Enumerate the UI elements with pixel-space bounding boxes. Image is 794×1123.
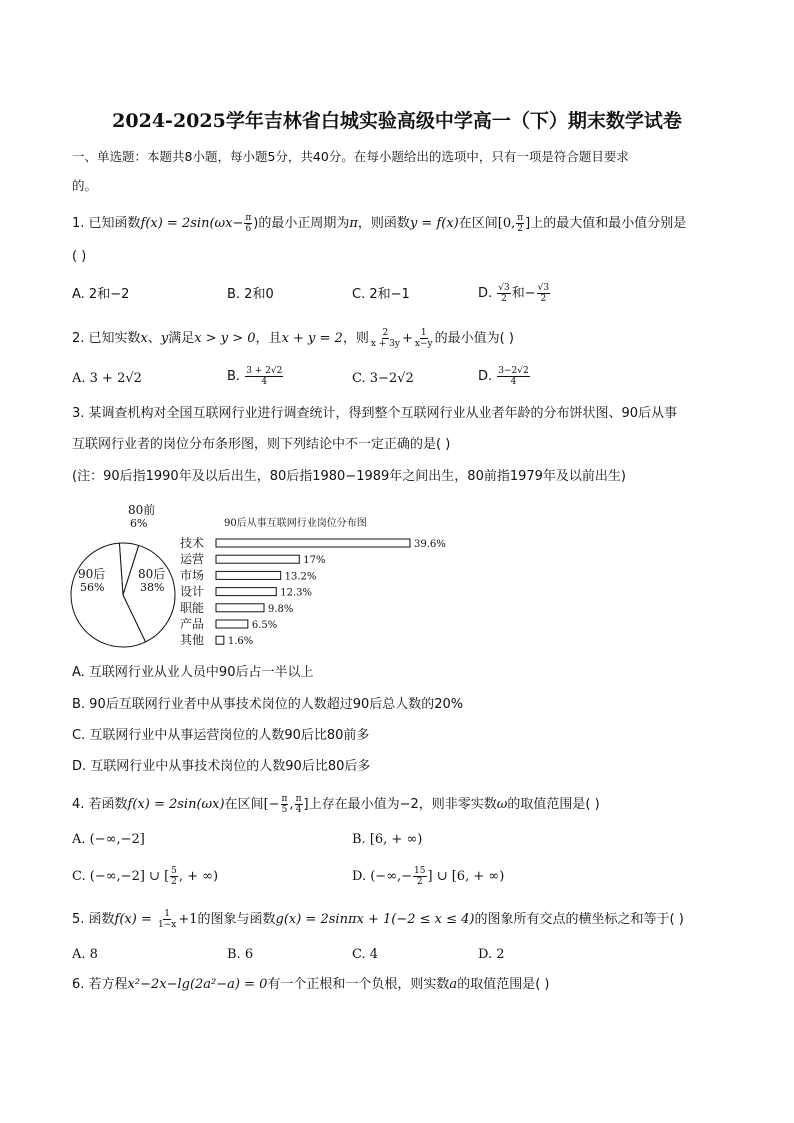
q1-option-a[interactable]: A. 2和−2 (72, 287, 130, 302)
q2-option-c[interactable]: C. 3−2√2 (352, 371, 414, 386)
q3-option-a[interactable]: A. 互联网行业从业人员中90后占一半以上 (72, 665, 314, 680)
question-3-note: (注：90后指1990年及以后出生，80后指1980−1989年之间出生，80前指1979年及以前出生) (72, 469, 626, 484)
q2-option-d[interactable]: D. $\frac{3-2√2}{4}$ (478, 366, 529, 387)
bar-category-label: 职能 (180, 600, 205, 615)
q1-formula: f(x) = 2sin(ωx− (140, 216, 244, 231)
q1-interval: [0, (497, 216, 516, 231)
bar-category-label: 市场 (180, 568, 205, 583)
q1-text: 在区间 (458, 216, 498, 231)
q1-pi: π (349, 216, 358, 231)
page-title: 2024-2025学年吉林省白城实验高级中学高一（下）期末数学试卷 (112, 110, 682, 132)
question-1-paren: ( ) (72, 249, 87, 264)
question-3-stem: 3. 某调查机构对全国互联网行业进行调查统计，得到整个互联网行业从业者年龄的分布饼状图、90后从事 (72, 406, 678, 421)
q1-option-d[interactable]: D. $\frac{√3}{2}$ 和− $\frac{√3}{2}$ (478, 283, 550, 304)
q4-option-b[interactable]: B. [6, + ∞) (352, 832, 423, 847)
pie-label-80前: 80前 (128, 503, 156, 517)
bar-市场 (216, 571, 281, 579)
q1-func: y = f(x) (409, 216, 459, 231)
q1-interval-frac: $\frac{\pi}{2}$ (517, 213, 524, 234)
q4-option-d[interactable]: D. (−∞,− $\frac{15}{2}$ ] ∪ [6, + ∞) (352, 866, 505, 887)
bar-运营 (216, 555, 299, 563)
pie-percent-80前: 6% (130, 517, 148, 530)
section-heading: 一、单选题：本题共8小题，每小题5分，共40分。在每小题给出的选项中，只有一项是符合题目要求 (72, 149, 629, 164)
q3-option-c[interactable]: C. 互联网行业中从事运营岗位的人数90后比80前多 (72, 728, 370, 743)
q4-option-c[interactable]: C. (−∞,−2] ∪ [ $\frac{5}{2}$ , + ∞) (72, 866, 219, 887)
q1-option-b[interactable]: B. 2和0 (227, 287, 274, 302)
q5-option-a[interactable]: A. 8 (72, 947, 98, 962)
pie-percent-90后: 56% (80, 581, 105, 594)
bar-category-label: 运营 (180, 552, 205, 567)
q5-option-c[interactable]: C. 4 (352, 947, 379, 962)
bar-value-label: 1.6% (227, 636, 254, 648)
q1-text: ]上的最大值和最小值分别是 (525, 216, 687, 231)
pie-percent-80后: 38% (140, 581, 165, 594)
bar-category-label: 设计 (180, 584, 205, 599)
bar-value-label: 12.3% (280, 587, 313, 599)
bar-产品 (216, 620, 248, 628)
q2-option-b[interactable]: B. $\frac{3 + 2√2}{4}$ (227, 366, 283, 387)
bar-category-label: 技术 (180, 536, 205, 550)
bar-职能 (216, 604, 264, 612)
bar-value-label: 17% (303, 555, 326, 567)
q1-frac: $\frac{\pi}{6}$ (245, 213, 252, 234)
bar-value-label: 39.6% (414, 539, 446, 550)
question-6-stem: 6. 若方程x²−2x−lg(2a²−a) = 0有一个正根和一个负根，则实数a的取值范围是( ) (72, 977, 550, 992)
q1-text: )的最小正周期为 (253, 216, 350, 231)
bar-value-label: 13.2% (284, 571, 317, 583)
q1-text: ，则函数 (357, 216, 410, 231)
bar-value-label: 9.8% (268, 603, 294, 615)
q1-option-c[interactable]: C. 2和−1 (352, 287, 410, 302)
age-pie-chart (68, 500, 180, 650)
bar-category-label: 产品 (180, 617, 205, 631)
q3-option-b[interactable]: B. 90后互联网行业者中从事技术岗位的人数超过90后总人数的20% (72, 697, 464, 712)
question-4-stem: 4. 若函数f(x) = 2sin(ωx)在区间[− $\frac{\pi}{5}$ , $\frac{\pi}{4}$ ]上存在最小值为−2，则非零实数ω的取值范围是( ) (72, 794, 600, 815)
pie-label-80后: 80后 (138, 567, 166, 581)
pie-label-90后: 90后 (78, 567, 106, 581)
question-5-stem: 5. 函数f(x) = $\frac{1}{1-x}$ +1的图象与函数g(x) = 2sinπx + 1(−2 ≤ x ≤ 4)的图象所有交点的横坐标之和等于( ) (72, 909, 684, 930)
q2-option-a[interactable]: A. 3 + 2√2 (72, 371, 142, 386)
bar-value-label: 6.5% (251, 620, 278, 631)
question-2-stem: 2. 已知实数x、y满足x > y > 0，且x + y = 2，则 $\frac{2}{x + 3y}$ + $\frac{1}{x-y}$ 的最小值为( ) (72, 328, 514, 349)
section-heading-cont: 的。 (72, 178, 98, 193)
bar-category-label: 其他 (180, 633, 205, 648)
bar-其他 (216, 636, 224, 644)
bar-技术 (216, 539, 410, 547)
q3-option-d[interactable]: D. 互联网行业中从事技术岗位的人数90后比80后多 (72, 759, 371, 774)
question-3-stem-cont: 互联网行业者的岗位分布条形图，则下列结论中不一定正确的是( ) (72, 437, 451, 452)
q5-option-b[interactable]: B. 6 (227, 947, 254, 962)
question-1-stem (72, 213, 686, 234)
q5-option-d[interactable]: D. 2 (478, 947, 505, 962)
q4-option-a[interactable]: A. (−∞,−2] (72, 832, 145, 847)
bar-chart-title: 90后从事互联网行业岗位分布图 (224, 518, 367, 529)
job-bar-chart (176, 514, 466, 650)
q1-text: 1. 已知函数 (72, 216, 141, 231)
bar-设计 (216, 588, 276, 596)
